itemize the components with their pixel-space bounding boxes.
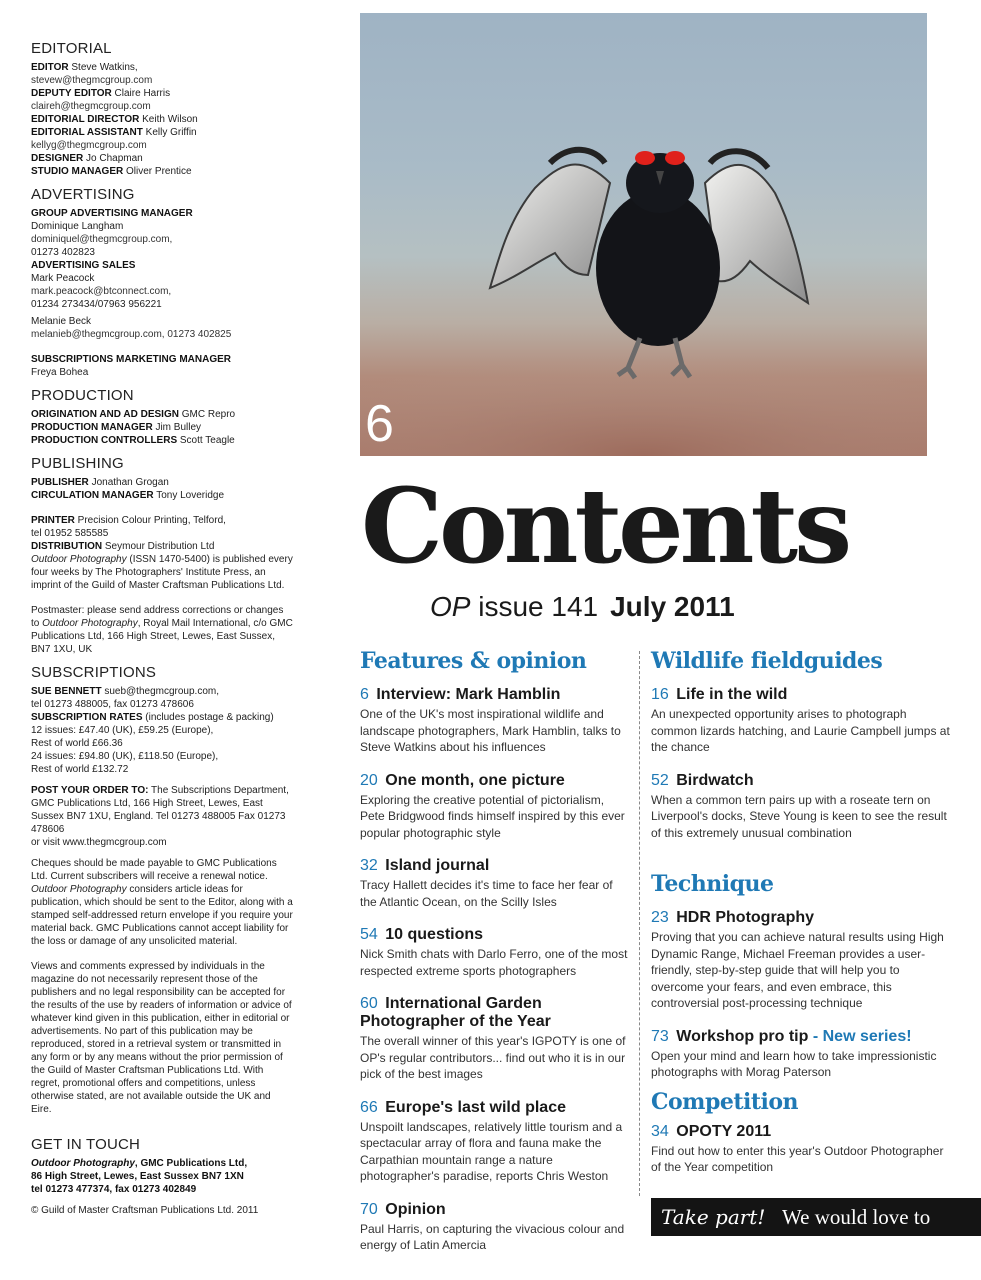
- director-line: EDITORIAL DIRECTOR Keith Wilson: [31, 114, 198, 125]
- issue-date: July 2011: [610, 591, 735, 622]
- ad-sales-name: Mark Peacock: [31, 273, 95, 284]
- publisher-line: PUBLISHER Jonathan Grogan: [31, 477, 169, 488]
- item-page: 32: [360, 857, 378, 874]
- postmaster-text: Postmaster: please send address corrections or changes to Outdoor Photography, Royal Mail International, c/o GMC Publications Ltd, 166 High Street, Lewes, East Sussex, BN7 1XU, UK: [31, 605, 293, 655]
- contact-address-2: 86 High Street, Lewes, East Sussex BN7 1XN: [31, 1171, 244, 1182]
- group-ad-phone: 01273 402823: [31, 247, 95, 258]
- wildlife-list: [651, 686, 951, 841]
- contents-item[interactable]: [651, 772, 951, 842]
- item-title: Island journal: [385, 857, 490, 874]
- contents-item[interactable]: [651, 1028, 951, 1081]
- contact-address-3: tel 01273 477374, fax 01273 402849: [31, 1184, 197, 1195]
- contact-address-1: Outdoor Photography, GMC Publications Ltd,: [31, 1158, 248, 1169]
- item-desc: When a common tern pairs up with a roseate tern on Liverpool's docks, Steve Young is keen to see the result of this extremely unusual combination: [651, 792, 947, 840]
- subs-rates-12b: Rest of world £66.36: [31, 738, 123, 749]
- printer-tel: tel 01952 585585: [31, 528, 109, 539]
- item-desc: The overall winner of this year's IGPOTY is one of OP's regular contributors... find out who it is in our pick of the best images: [360, 1034, 626, 1081]
- item-desc: Exploring the creative potential of pictorialism, Pete Bridgwood finds himself inspired by this ever popular photographic style: [360, 792, 625, 840]
- item-title: Interview: Mark Hamblin: [376, 686, 561, 703]
- production-manager-line: PRODUCTION MANAGER Jim Bulley: [31, 422, 202, 433]
- contents-item[interactable]: [360, 995, 630, 1083]
- production-controllers-line: PRODUCTION CONTROLLERS Scott Teagle: [31, 435, 235, 446]
- features-list: [360, 686, 630, 1254]
- editor-email: stevew@thegmcgroup.com: [31, 75, 153, 86]
- wildlife-heading: Wildlife fieldguides: [651, 648, 883, 674]
- contents-item[interactable]: [651, 686, 951, 756]
- page-title: Contents: [361, 466, 849, 587]
- ad-sales2-name: Melanie Beck: [31, 316, 92, 327]
- subs-contact-line: SUE BENNETT sueb@thegmcgroup.com,: [31, 686, 219, 697]
- item-page: 6: [360, 686, 369, 703]
- item-page: 60: [360, 995, 378, 1012]
- item-title: Birdwatch: [676, 771, 754, 789]
- item-desc: Paul Harris, on capturing the vivacious colour and energy of Latin Amercia: [360, 1221, 625, 1252]
- item-page: 73: [651, 1027, 669, 1045]
- disclaimer-text: Views and comments expressed by individuals in the magazine do not necessarily represent those of the publishers and no legal responsibility can be accepted for the results of the use by readers of information or advice of whatever kind given in this publication, either in editorial or advertisements. No part of this publication may be reproduced, stored in a retrieval system or transmitted in any form or by any means without the prior permission of the Guild of Master Craftsman Publications Ltd. With regret, promotional offers and competitions, unless otherwise stated, are not available outside the UK and Eire.: [31, 961, 292, 1115]
- item-title: Opinion: [385, 1200, 446, 1218]
- item-desc: One of the UK's most inspirational wildlife and landscape photographers, Mark Hamblin, talks to Steve Watkins about his influences: [360, 707, 621, 754]
- item-title: Life in the wild: [676, 686, 788, 703]
- cheques-text: Cheques should be made payable to GMC Publications Ltd. Current subscribers will receive a renewal notice. Outdoor Photography considers article ideas for publication, which should be sent to the Editor, along with a stamped self-addressed return envelope if you require your material back. GMC Publications cannot accept liability for the loss or damage of any unsolicited material.: [31, 858, 293, 947]
- studio-line: STUDIO MANAGER Oliver Prentice: [31, 166, 192, 177]
- item-page: 52: [651, 771, 669, 789]
- publishing-heading: PUBLISHING: [31, 455, 124, 472]
- item-desc: Nick Smith chats with Darlo Ferro, one of the most respected extreme sports photographers: [360, 947, 628, 978]
- contents-item[interactable]: [360, 686, 630, 756]
- item-page: 66: [360, 1098, 378, 1116]
- subs-rates-line: SUBSCRIPTION RATES (includes postage & packing): [31, 712, 274, 723]
- contents-item[interactable]: [651, 909, 951, 1012]
- features-column: [360, 646, 630, 1254]
- contents-item[interactable]: [360, 1099, 630, 1185]
- item-title: International Garden Photographer of the Year: [360, 995, 551, 1030]
- item-title: One month, one picture: [385, 771, 565, 789]
- ad-sales-phone: 01234 273434/07963 956221: [31, 299, 162, 310]
- editor-line: EDITOR Steve Watkins,: [31, 62, 138, 73]
- page-number: 6: [365, 395, 394, 453]
- subs-marketing-role: SUBSCRIPTIONS MARKETING MANAGER: [31, 354, 232, 365]
- item-page: 16: [651, 686, 669, 703]
- subs-rates-24a: 24 issues: £94.80 (UK), £118.50 (Europe),: [31, 751, 219, 762]
- right-column: [651, 646, 951, 1176]
- advertising-heading: ADVERTISING: [31, 186, 135, 203]
- deputy-email: claireh@thegmcgroup.com: [31, 101, 151, 112]
- item-desc: An unexpected opportunity arises to photograph common lizards hatching, and Laurie Campbell jumps at the chance: [651, 707, 950, 754]
- get-in-touch-heading: GET IN TOUCH: [31, 1136, 141, 1153]
- hero-photo-black-grouse: [360, 13, 927, 456]
- issue-line: [430, 590, 735, 624]
- ad-sales2-contact: melanieb@thegmcgroup.com, 01273 402825: [31, 329, 232, 340]
- item-page: 54: [360, 926, 378, 943]
- item-title: Workshop pro tip: [676, 1027, 809, 1045]
- item-desc: Find out how to enter this year's Outdoor Photographer of the Year competition: [651, 1143, 944, 1174]
- production-heading: PRODUCTION: [31, 387, 134, 404]
- item-title: 10 questions: [385, 926, 484, 943]
- circulation-line: CIRCULATION MANAGER Tony Loveridge: [31, 490, 225, 501]
- contents-item[interactable]: [360, 926, 630, 979]
- editorial-heading: EDITORIAL: [31, 40, 112, 57]
- copyright: © Guild of Master Craftsman Publications Ltd. 2011: [31, 1205, 259, 1216]
- assistant-line: EDITORIAL ASSISTANT Kelly Griffin: [31, 127, 197, 138]
- take-part-banner[interactable]: [651, 1198, 981, 1236]
- masthead-column: [31, 40, 293, 1217]
- item-desc: Open your mind and learn how to take impressionistic photographs with Morag Paterson: [651, 1048, 937, 1079]
- contents-item[interactable]: [651, 1123, 951, 1176]
- assistant-email: kellyg@thegmcgroup.com: [31, 140, 147, 151]
- issue-number: issue 141: [470, 591, 599, 622]
- item-desc: Unspoilt landscapes, relatively little tourism and a spectacular array of flora and fauna make the Carpathian mountain range a nature photographer's paradise, reports Chris Weston: [360, 1119, 623, 1183]
- subs-marketing-name: Freya Bohea: [31, 367, 89, 378]
- item-title: HDR Photography: [676, 909, 815, 926]
- technique-heading: Technique: [651, 871, 774, 897]
- item-page: 34: [651, 1122, 669, 1140]
- contents-item[interactable]: [360, 857, 630, 910]
- deputy-line: DEPUTY EDITOR Claire Harris: [31, 88, 171, 99]
- designer-line: DESIGNER Jo Chapman: [31, 153, 143, 164]
- distribution-line: DISTRIBUTION Seymour Distribution Ltd: [31, 541, 215, 552]
- new-series-badge: - New series!: [808, 1027, 912, 1045]
- item-desc: Proving that you can achieve natural results using High Dynamic Range, Michael Freeman provides a user-friendly, step-by-step guide that will help you to overcome your fears, and even embrace, this controversial post-processing technique: [651, 930, 944, 1010]
- post-order-web: or visit www.thegmcgroup.com: [31, 837, 167, 848]
- item-page: 23: [651, 909, 669, 926]
- subs-rates-24b: Rest of world £132.72: [31, 764, 129, 775]
- item-page: 70: [360, 1200, 378, 1218]
- item-page: 20: [360, 771, 378, 789]
- item-title: OPOTY 2011: [676, 1122, 772, 1140]
- features-heading: Features & opinion: [360, 648, 587, 674]
- group-ad-role: GROUP ADVERTISING MANAGER: [31, 208, 193, 219]
- issue-op: OP: [430, 591, 471, 622]
- distribution-text: Outdoor Photography (ISSN 1470-5400) is published every four weeks by The Photographers' Institute Press, an imprint of the Guild of Master Craftsman Publications Ltd.: [31, 554, 293, 591]
- black-grouse-illustration: [360, 13, 927, 456]
- banner-text: We would love to: [782, 1205, 931, 1229]
- group-ad-email: dominiquel@thegmcgroup.com,: [31, 234, 173, 245]
- subscriptions-heading: SUBSCRIPTIONS: [31, 664, 157, 681]
- ad-sales-role: ADVERTISING SALES: [31, 260, 136, 271]
- printer-line: PRINTER Precision Colour Printing, Telford,: [31, 515, 226, 526]
- column-divider: [639, 651, 640, 1196]
- subs-contact-phone: tel 01273 488005, fax 01273 478606: [31, 699, 194, 710]
- group-ad-name: Dominique Langham: [31, 221, 124, 232]
- subs-rates-12a: 12 issues: £47.40 (UK), £59.25 (Europe),: [31, 725, 214, 736]
- item-title: Europe's last wild place: [385, 1098, 566, 1116]
- origination-line: ORIGINATION AND AD DESIGN GMC Repro: [31, 409, 236, 420]
- take-part-label: Take part!: [661, 1205, 766, 1229]
- post-order-text: POST YOUR ORDER TO: The Subscriptions Department, GMC Publications Ltd, 166 High Street, Lewes, East Sussex BN7 1XU, England. Tel 01273 488005 Fax 01273 478606: [31, 785, 289, 835]
- item-desc: Tracy Hallett decides it's time to face her fear of the Atlantic Ocean, on the Scilly Isles: [360, 878, 613, 909]
- contents-item[interactable]: [360, 1201, 630, 1254]
- contents-item[interactable]: [360, 772, 630, 842]
- ad-sales-email: mark.peacock@btconnect.com,: [31, 286, 172, 297]
- competition-heading: Competition: [651, 1088, 799, 1115]
